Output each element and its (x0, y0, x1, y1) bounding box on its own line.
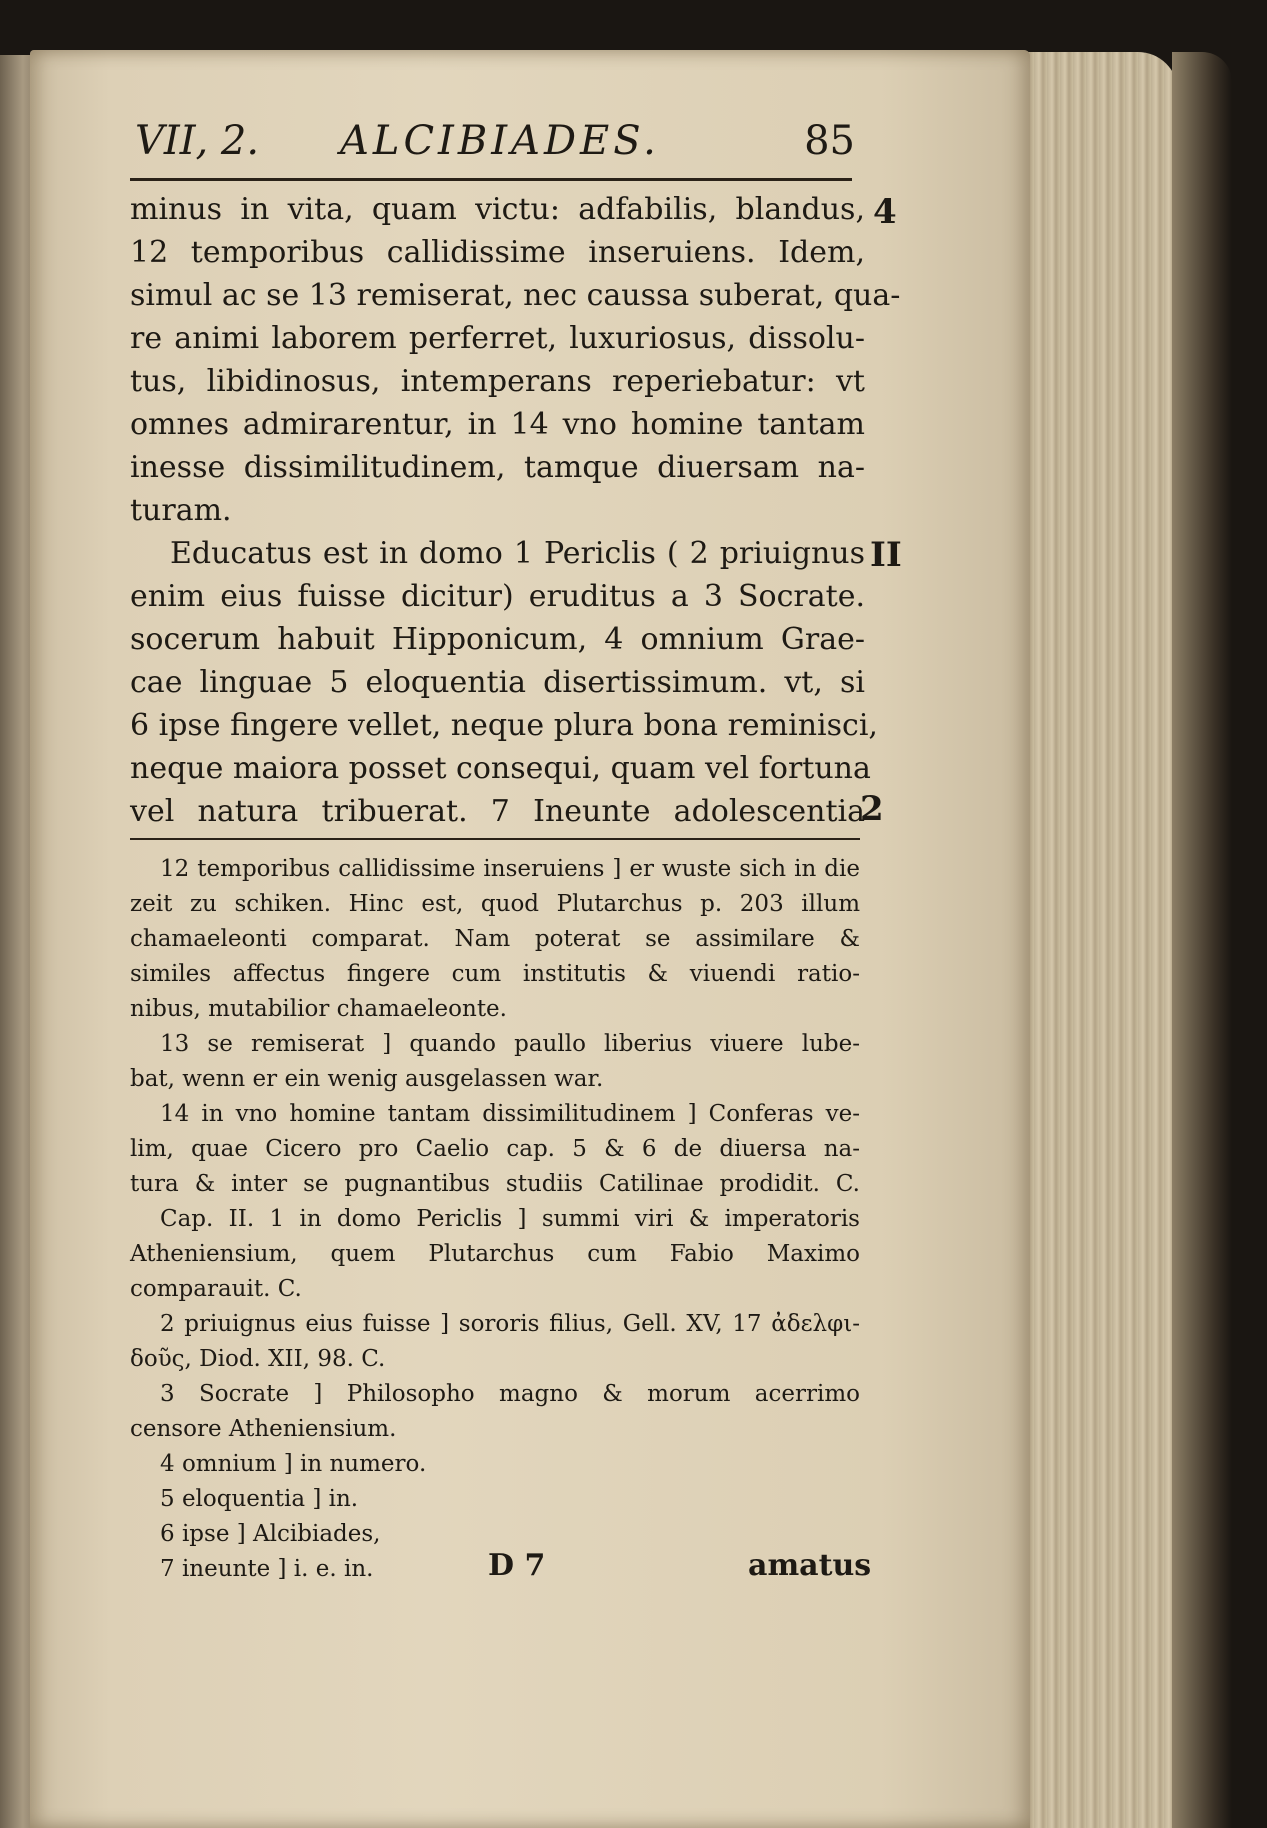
footnote-line: 3 Socrate ] Philosopho magno & morum acerrimo (160, 1381, 860, 1407)
page-edges (1008, 52, 1178, 1828)
text-line: neque maiora posset consequi, quam vel fortuna (130, 751, 871, 786)
text-line: re animi laborem perferret, luxuriosus, dissolu- (130, 321, 865, 356)
text-line: enim eius fuisse dicitur) eruditus a 3 Socrate. (130, 579, 865, 614)
footnote-line: Cap. II. 1 in domo Periclis ] summi viri & imperatoris (160, 1206, 860, 1232)
book-edge-shadow (1172, 52, 1232, 1828)
footnote-line: nibus, mutabilior chamaeleonte. (130, 996, 507, 1022)
text-line: inesse dissimilitudinem, tamque diuersam na- (130, 450, 865, 485)
footnote-line: tura & inter se pugnantibus studiis Catilinae prodidit. C. (130, 1171, 860, 1197)
notes-separator-rule (130, 838, 860, 840)
footnote-line: 2 priuignus eius fuisse ] sororis filius, Gell. XV, 17 ἀδελφι- (160, 1311, 860, 1337)
footnote-line: chamaeleonti comparat. Nam poterat se assimilare & (130, 926, 860, 952)
margin-section-number: 2 (860, 789, 884, 829)
footnotes (130, 852, 860, 1587)
catchword: amatus (748, 1548, 872, 1583)
footnote-line: censore Atheniensium. (130, 1416, 397, 1442)
page-number: 85 (804, 118, 855, 164)
text-line: vel natura tribuerat. 7 Ineunte adolescentia (130, 794, 865, 829)
text-line: Educatus est in domo 1 Periclis ( 2 priuignus (170, 536, 865, 571)
footnote-line: 13 se remiserat ] quando paullo liberius viuere lube- (160, 1031, 860, 1057)
margin-section-number: 4 (873, 192, 897, 232)
text-line: 12 temporibus callidissime inseruiens. Idem, (130, 235, 865, 270)
footnote-line: bat, wenn er ein wenig ausgelassen war. (130, 1066, 604, 1092)
text-line: omnes admirarentur, in 14 vno homine tantam (130, 407, 865, 442)
footnote-line: δοῦς, Diod. XII, 98. C. (130, 1346, 386, 1372)
running-header (135, 118, 855, 178)
text-line: 6 ipse fingere vellet, neque plura bona reminisci, (130, 708, 878, 743)
signature-mark: D 7 (488, 1548, 546, 1583)
header-signature: VII, 2. (135, 118, 260, 164)
footnote-line: 6 ipse ] Alcibiades, (160, 1521, 381, 1547)
header-rule (130, 178, 852, 181)
text-line: turam. (130, 493, 232, 528)
footnote-line: 4 omnium ] in numero. (160, 1451, 427, 1477)
text-line: tus, libidinosus, intemperans reperiebatur: vt (130, 364, 865, 399)
text-line: minus in vita, quam victu: adfabilis, blandus, (130, 192, 865, 227)
footnote-line: 7 ineunte ] i. e. in. (160, 1556, 374, 1582)
footnote-line: zeit zu schiken. Hinc est, quod Plutarchus p. 203 illum (130, 891, 860, 917)
margin-chapter-number: II (870, 535, 902, 575)
header-title: ALCIBIADES. (340, 118, 660, 164)
footnote-line: 12 temporibus callidissime inseruiens ] er wuste sich in die (160, 856, 860, 882)
footnote-line: 14 in vno homine tantam dissimilitudinem ] Conferas ve- (160, 1101, 860, 1127)
text-line: socerum habuit Hipponicum, 4 omnium Grae- (130, 622, 865, 657)
text-line: cae linguae 5 eloquentia disertissimum. vt, si (130, 665, 865, 700)
footnote-line: Atheniensium, quem Plutarchus cum Fabio Maximo (130, 1241, 860, 1267)
footnote-line: similes affectus fingere cum institutis & viuendi ratio- (130, 961, 860, 987)
text-line: simul ac se 13 remiserat, nec caussa suberat, qua- (130, 278, 901, 313)
footnote-line: lim, quae Cicero pro Caelio cap. 5 & 6 de diuersa na- (130, 1136, 860, 1162)
footnote-line: 5 eloquentia ] in. (160, 1486, 359, 1512)
footnote-line: comparauit. C. (130, 1276, 302, 1302)
